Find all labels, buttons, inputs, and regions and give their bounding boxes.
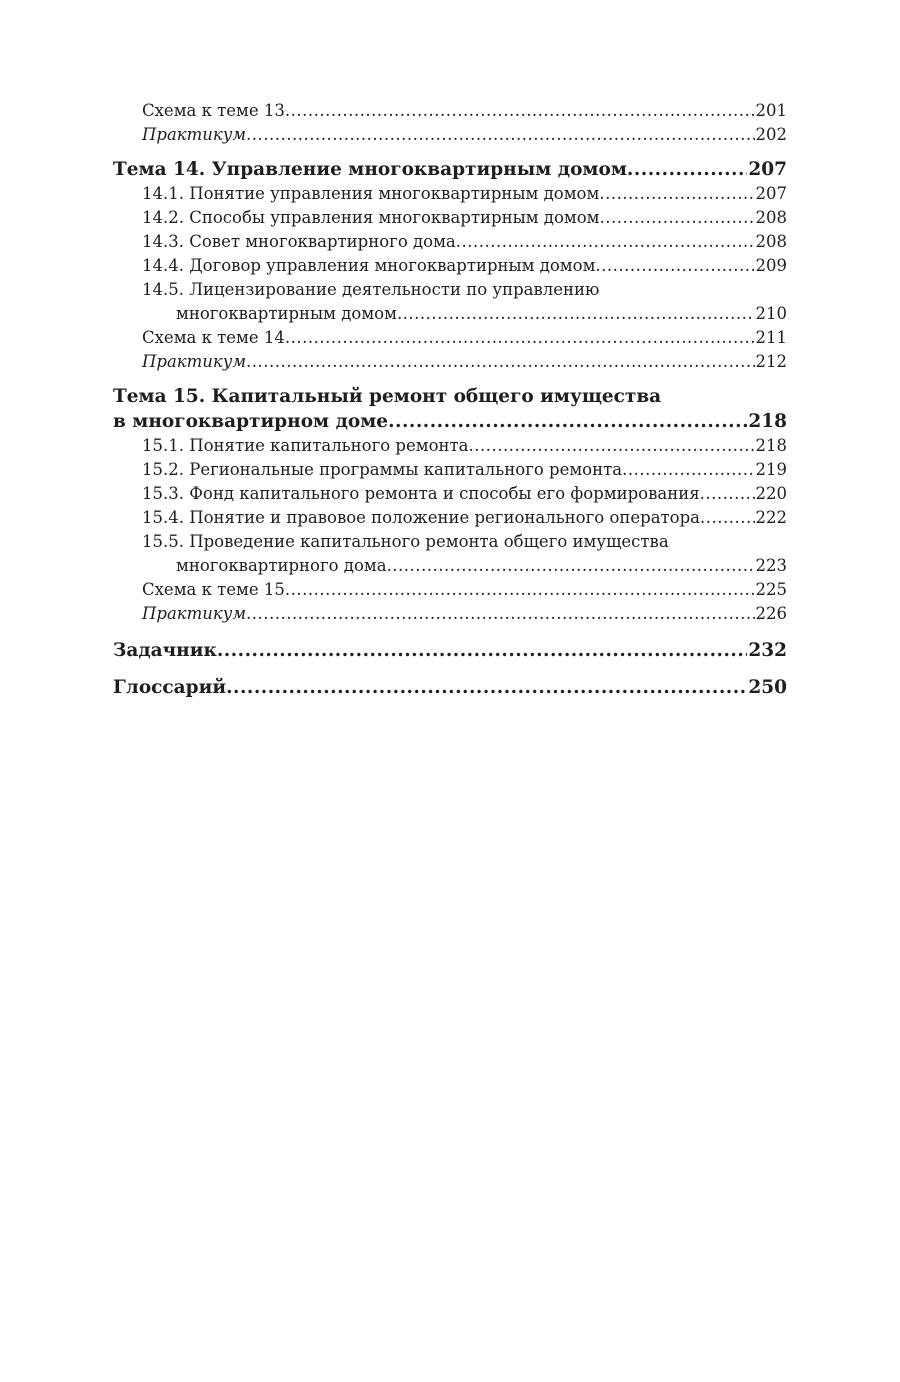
toc-entry-14-5 [113,302,787,326]
toc-chapter-title: Тема 14. Управление многоквартирным домом [113,159,627,180]
toc-chapter-page: 218 [748,411,787,432]
dot-leader [285,326,755,350]
toc-entry-page: 210 [755,304,787,323]
toc-chapter-page: 207 [748,159,787,180]
toc-entry-14-4 [113,254,787,278]
dot-leader [226,675,747,700]
toc-entry-15-4 [113,506,787,530]
toc-chapter-title: в многоквартирном доме [113,411,389,432]
toc-entry-title: Схема к теме 15 [142,580,285,599]
dot-leader [246,602,754,626]
dot-leader [622,458,754,482]
toc-entry-page: 212 [755,352,787,371]
toc-chapter-title: Задачник [113,640,217,661]
toc-entry-practicum-15 [113,602,787,626]
toc-entry-title: Схема к теме 14 [142,328,285,347]
toc-entry-15-2 [113,458,787,482]
toc-entry-page: 208 [755,232,787,251]
dot-leader [246,123,754,147]
toc-entry-title: 14.1. Понятие управления многоквартирным домом [142,184,600,203]
toc-entry-page: 211 [755,328,787,347]
dot-leader [600,206,755,230]
dot-leader [627,157,747,182]
dot-leader [595,254,754,278]
toc-entry-page: 226 [755,604,787,623]
toc-entry-14-2 [113,206,787,230]
toc-entry-15-5 [113,554,787,578]
toc-entry-14-3 [113,230,787,254]
dot-leader [388,409,747,434]
toc-entry-title: многоквартирным домом [176,304,397,323]
toc-entry-page: 223 [755,556,787,575]
dot-leader [387,554,755,578]
toc-entry-scheme-15 [113,578,787,602]
toc-entry-practicum-14 [113,350,787,374]
toc-entry-title: многоквартирного дома [176,556,387,575]
toc-entry-title: 15.4. Понятие и правовое положение регионального оператора [142,508,700,527]
dot-leader [456,230,755,254]
dot-leader [700,506,755,530]
toc-entry-page: 201 [755,101,787,120]
toc-entry-14-5-line1: 14.5. Лицензирование деятельности по управлению [142,280,600,299]
toc-entry-title: 14.4. Договор управления многоквартирным домом [142,256,596,275]
toc-entry-title: 14.3. Совет многоквартирного дома [142,232,456,251]
toc-entry-page: 225 [755,580,787,599]
toc-entry-scheme-14 [113,326,787,350]
toc-chapter-15-line1: Тема 15. Капитальный ремонт общего имущества [113,386,662,407]
toc-entry-title: 15.1. Понятие капитального ремонта [142,436,469,455]
dot-leader [285,99,755,123]
toc-entry-15-5-line1: 15.5. Проведение капитального ремонта общего имущества [142,532,669,551]
toc-entry-15-1 [113,434,787,458]
dot-leader [599,182,754,206]
toc-entry-page: 219 [755,460,787,479]
dot-leader [397,302,755,326]
toc-entry-page: 202 [755,125,787,144]
toc-chapter-problem-book [113,638,787,663]
toc-entry-page: 218 [755,436,787,455]
toc-entry-scheme-13 [113,99,787,123]
toc-entry-14-1 [113,182,787,206]
dot-leader [217,638,748,663]
toc-chapter-15 [113,409,787,434]
toc-entry-page: 222 [755,508,787,527]
toc-entry-title: Практикум [142,352,247,371]
dot-leader [468,434,754,458]
toc-entry-title: Практикум [142,125,247,144]
dot-leader [246,350,754,374]
toc-entry-page: 209 [755,256,787,275]
toc-entry-title: Практикум [142,604,247,623]
table-of-contents [113,99,787,700]
toc-entry-page: 220 [755,484,787,503]
dot-leader [285,578,755,602]
toc-entry-title: 15.3. Фонд капитального ремонта и способы его формирования [142,484,700,503]
toc-entry-title: 14.2. Способы управления многоквартирным домом [142,208,600,227]
toc-entry-page: 207 [755,184,787,203]
toc-chapter-glossary [113,675,787,700]
toc-entry-practicum-13 [113,123,787,147]
dot-leader [700,482,755,506]
toc-entry-15-3 [113,482,787,506]
toc-chapter-title: Глоссарий [113,677,227,698]
toc-chapter-page: 250 [748,677,787,698]
toc-entry-page: 208 [755,208,787,227]
toc-chapter-14 [113,157,787,182]
toc-entry-title: Схема к теме 13 [142,101,285,120]
toc-chapter-page: 232 [748,640,787,661]
toc-entry-title: 15.2. Региональные программы капитального ремонта [142,460,623,479]
